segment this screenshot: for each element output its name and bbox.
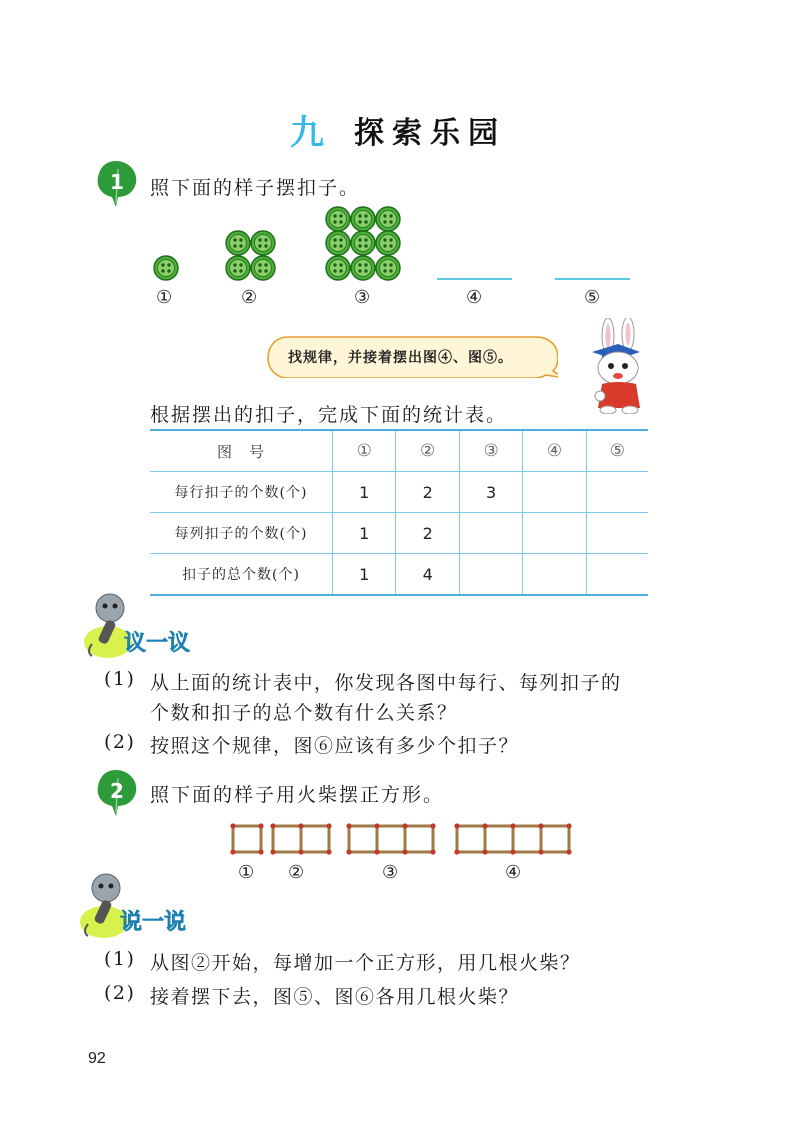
matchstick-figure-1 [233, 826, 261, 852]
page-number: 92 [88, 1050, 106, 1067]
table-cell: 1 [333, 513, 396, 554]
discuss-1-item-1-line-1: 从上面的统计表中，你发现各图中每行、每列扣子的 [150, 672, 622, 694]
figure-4-blank[interactable] [437, 278, 512, 280]
rabbit-mascot-icon [578, 318, 658, 414]
table-cell-blank[interactable] [459, 554, 522, 596]
discuss-1-item-1-num: (1) [104, 668, 136, 690]
question-2-instruction: 照下面的样子用火柴摆正方形。 [150, 784, 445, 806]
figure-label-3: ③ [354, 287, 371, 308]
discuss-2-item-2-num: (2) [104, 982, 136, 1004]
table-header-cell: ② [396, 430, 459, 472]
discuss-1-item-2-line-1: 按照这个规律，图⑥应该有多少个扣子？ [150, 735, 520, 757]
figure-label-2: ② [241, 287, 258, 308]
table-row [150, 472, 648, 513]
button-figures [150, 200, 410, 285]
statistics-table [150, 429, 648, 596]
figure-label-1: ① [156, 287, 173, 308]
row-label: 每列扣子的个数(个) [150, 513, 333, 554]
table-header-cell: ④ [523, 430, 586, 472]
table-cell-blank[interactable] [523, 513, 586, 554]
question-1-instruction: 照下面的样子摆扣子。 [150, 177, 361, 199]
discuss-2-item-2-line-1: 接着摆下去，图⑤、图⑥各用几根火柴？ [150, 986, 520, 1008]
table-header-cell: 图 号 [150, 430, 333, 472]
table-cell-blank[interactable] [586, 554, 648, 596]
discuss-1-item-1-line-2: 个数和扣子的总个数有什么关系？ [150, 702, 458, 724]
table-header-cell: ① [333, 430, 396, 472]
discuss-2-item-1-line-1: 从图②开始，每增加一个正方形，用几根火柴？ [150, 952, 581, 974]
table-row [150, 513, 648, 554]
matchstick-figure-3 [349, 826, 433, 852]
button-figure-2 [226, 231, 275, 280]
question-1-leaf-icon [94, 155, 142, 211]
table-cell-blank[interactable] [459, 513, 522, 554]
button-figure-3 [326, 207, 400, 280]
question-2-leaf-icon [94, 764, 142, 820]
table-intro: 根据摆出的扣子，完成下面的统计表。 [150, 404, 508, 426]
row-label: 每行扣子的个数(个) [150, 472, 333, 513]
chapter-number: 九 [290, 113, 326, 153]
match-label-3: ③ [382, 862, 399, 883]
button-figure-1 [154, 256, 178, 280]
table-cell: 3 [459, 472, 522, 513]
matchstick-figure-4 [457, 826, 569, 852]
table-cell: 2 [396, 472, 459, 513]
question-1-number: 1 [110, 170, 124, 194]
table-header-row [150, 430, 648, 472]
table-row [150, 554, 648, 596]
discuss-label-2: 说一说 [120, 910, 187, 935]
matchstick-figure-2 [273, 826, 329, 852]
discuss-2-item-1-num: (1) [104, 948, 136, 970]
table-cell-blank[interactable] [523, 472, 586, 513]
table-cell: 4 [396, 554, 459, 596]
figure-label-5: ⑤ [584, 287, 601, 308]
match-label-1: ① [238, 862, 255, 883]
hint-text: 找规律，并接着摆出图④、图⑤。 [288, 350, 513, 366]
match-label-4: ④ [505, 862, 522, 883]
match-label-2: ② [288, 862, 305, 883]
discuss-label-1: 议一议 [124, 631, 191, 656]
chapter-title: 探索乐园 [354, 116, 506, 151]
table-header-cell: ③ [459, 430, 522, 472]
table-cell-blank[interactable] [586, 513, 648, 554]
figure-label-4: ④ [466, 287, 483, 308]
table-cell-blank[interactable] [586, 472, 648, 513]
table-cell: 1 [333, 472, 396, 513]
matchstick-figures [225, 818, 585, 858]
table-cell: 1 [333, 554, 396, 596]
row-label: 扣子的总个数(个) [150, 554, 333, 596]
table-cell-blank[interactable] [523, 554, 586, 596]
table-header-cell: ⑤ [586, 430, 648, 472]
table-cell: 2 [396, 513, 459, 554]
figure-5-blank[interactable] [555, 278, 630, 280]
question-2-number: 2 [110, 779, 124, 803]
discuss-1-item-2-num: (2) [104, 731, 136, 753]
